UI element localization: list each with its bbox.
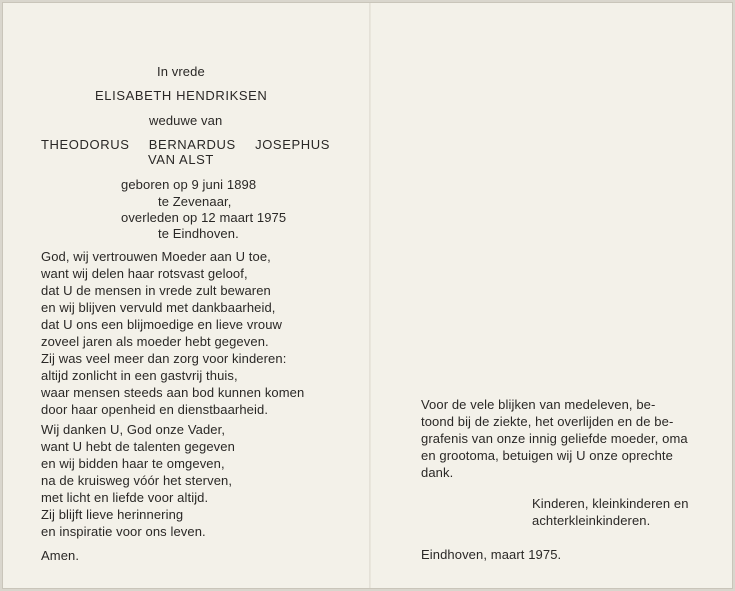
husband-first-name: THEODORUS [41,137,130,152]
verse-line: want wij delen haar rotsvast geloof, [41,266,248,281]
verse-line: dat U ons een blijmoedige en lieve vrouw [41,317,283,332]
death-place: te Eindhoven. [158,226,239,241]
prayer-verse-1 [41,248,330,418]
verse-line: waar mensen steeds aan bod kunnen komen [41,385,305,400]
thanks-paragraph [421,396,688,481]
verse-line: want U hebt de talenten gegeven [41,439,235,454]
place-and-date: Eindhoven, maart 1975. [421,547,562,562]
widow-of-text: weduwe van [149,113,223,128]
amen-text: Amen. [41,548,80,563]
thanks-line: dank. [421,465,454,480]
verse-line: en wij blijven vervuld met dankbaarheid, [41,300,276,315]
signatories-line2: achterkleinkinderen. [532,513,651,528]
husband-name-line2: VAN ALST [148,152,214,167]
verse-line: dat U de mensen in vrede zult bewaren [41,283,271,298]
husband-third-name: JOSEPHUS [255,137,330,152]
verse-line: Zij was veel meer dan zorg voor kinderen: [41,351,287,366]
birth-place: te Zevenaar, [158,194,232,209]
birth-date: geboren op 9 juni 1898 [121,177,257,192]
deceased-name: ELISABETH HENDRIKSEN [95,88,268,103]
verse-line: en wij bidden haar te omgeven, [41,456,225,471]
memorial-card [2,2,733,589]
thanks-line: toond bij de ziekte, het overlijden en de be- [421,414,674,429]
verse-line: na de kruisweg vóór het sterven, [41,473,233,488]
verse-line: altijd zonlicht in een gastvrij thuis, [41,368,238,383]
thanks-line: en grootoma, betuigen wij U onze oprechte [421,448,673,463]
thanks-line: grafenis van onze innig geliefde moeder, oma [421,431,688,446]
verse-line: zoveel jaren als moeder hebt gegeven. [41,334,269,349]
verse-line: God, wij vertrouwen Moeder aan U toe, [41,249,271,264]
verse-line: met licht en liefde voor altijd. [41,490,209,505]
death-date: overleden op 12 maart 1975 [121,210,287,225]
verse-line: Zij blijft lieve herinnering [41,507,184,522]
husband-second-name: BERNARDUS [148,137,236,152]
prayer-verse-2 [41,421,235,540]
verse-line: door haar openheid en dienstbaarheid. [41,402,269,417]
signatories-line1: Kinderen, kleinkinderen en [532,496,689,511]
verse-line: en inspiratie voor ons leven. [41,524,206,539]
verse-line: Wij danken U, God onze Vader, [41,422,226,437]
card-fold [369,3,371,588]
thanks-line: Voor de vele blijken van medeleven, be- [421,397,656,412]
intro-text: In vrede [157,64,205,79]
